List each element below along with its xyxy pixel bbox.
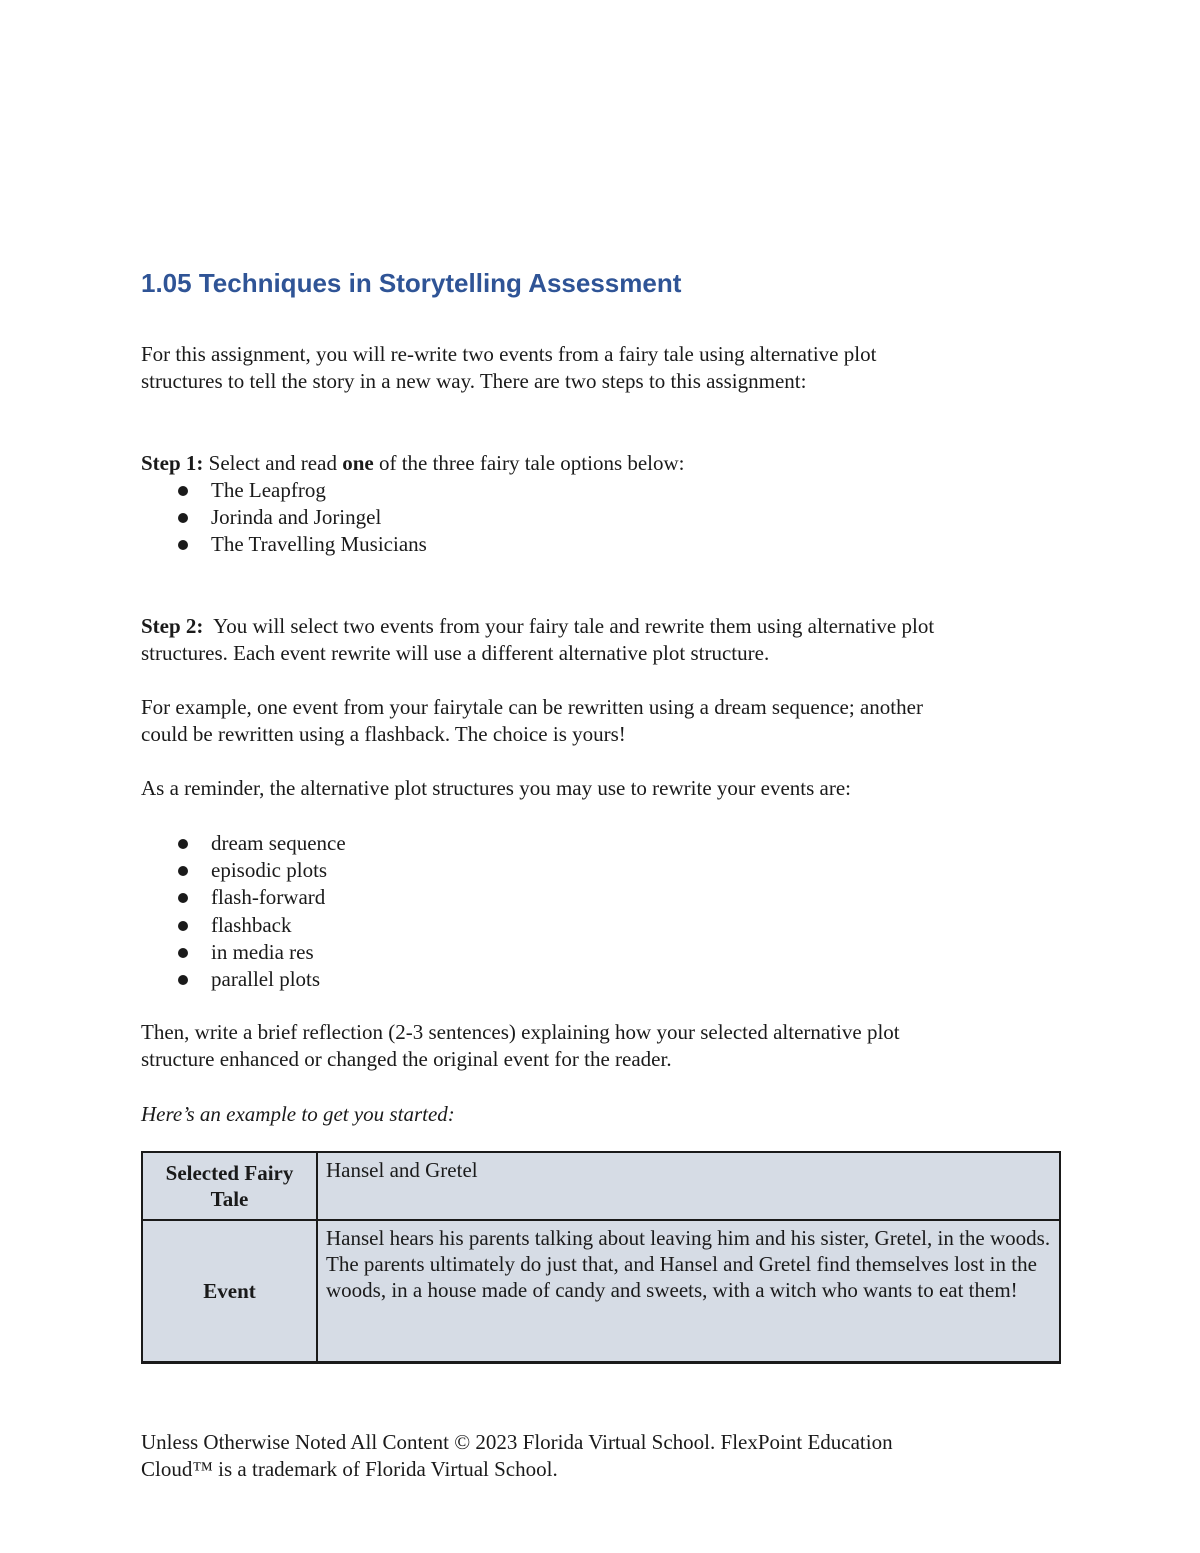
table-row — [142, 1152, 1060, 1220]
bullet-icon — [178, 839, 188, 849]
list-item: episodic plots — [141, 857, 346, 884]
step2-label: Step 2: — [141, 614, 204, 638]
list-item: flash-forward — [141, 884, 346, 911]
list-item: Jorinda and Joringel — [141, 504, 427, 531]
step1-text-before: Select and read — [203, 451, 343, 475]
list-item: The Leapfrog — [141, 477, 427, 504]
plot-structures-list — [141, 830, 346, 993]
list-item: parallel plots — [141, 966, 346, 993]
table-value-cell: Hansel hears his parents talking about leaving him and his sister, Gretel, in the woods. The parents ultimately do just that, and Hansel and Gretel find themselves lost in the woods, in a house made of candy and sweets, with a witch who wants to eat them! — [317, 1220, 1060, 1363]
bullet-icon — [178, 540, 188, 550]
bullet-icon — [178, 893, 188, 903]
step1-bold-word: one — [342, 451, 374, 475]
step2-paragraph — [141, 613, 1041, 667]
bullet-icon — [178, 921, 188, 931]
table-row — [142, 1220, 1060, 1363]
list-item: flashback — [141, 912, 346, 939]
page-title: 1.05 Techniques in Storytelling Assessment — [141, 268, 682, 298]
step1-text-after: of the three fairy tale options below: — [373, 451, 685, 475]
fairy-tale-options-list — [141, 477, 427, 559]
copyright-footer: Unless Otherwise Noted All Content © 2023 Florida Virtual School. FlexPoint Education Cloud™ is a trademark of Florida Virtual School. — [141, 1430, 893, 1481]
table-header-cell: Event — [142, 1220, 317, 1363]
intro-paragraph — [141, 341, 1041, 395]
step1-label: Step 1: — [141, 451, 204, 475]
step2-line-2: structures. Each event rewrite will use a different alternative plot structure. — [141, 641, 770, 665]
bullet-icon — [178, 513, 188, 523]
bullet-icon — [178, 948, 188, 958]
bullet-icon — [178, 866, 188, 876]
example-paragraph: For example, one event from your fairytale can be rewritten using a dream sequence; another could be rewritten using a flashback. The choice is yours! — [141, 695, 923, 746]
list-item: The Travelling Musicians — [141, 531, 427, 558]
reminder-paragraph: As a reminder, the alternative plot structures you may use to rewrite your events are: — [141, 776, 852, 800]
list-item: dream sequence — [141, 830, 346, 857]
reflection-paragraph: Then, write a brief reflection (2-3 sentences) explaining how your selected alternative plot structure enhanced or changed the original event for the reader. — [141, 1020, 900, 1071]
example-table — [141, 1151, 1061, 1364]
bullet-icon — [178, 975, 188, 985]
intro-line-2: structures to tell the story in a new way. There are two steps to this assignment: — [141, 369, 807, 393]
list-item: in media res — [141, 939, 346, 966]
intro-line-1: For this assignment, you will re-write two events from a fairy tale using alternative plot — [141, 342, 877, 366]
table-header-cell: Selected Fairy Tale — [142, 1152, 317, 1220]
example-intro: Here’s an example to get you started: — [141, 1102, 455, 1126]
step2-line-1: You will select two events from your fairy tale and rewrite them using alternative plot — [203, 614, 935, 638]
bullet-icon — [178, 486, 188, 496]
table-value-cell: Hansel and Gretel — [317, 1152, 1060, 1220]
step1-paragraph — [141, 450, 1041, 477]
